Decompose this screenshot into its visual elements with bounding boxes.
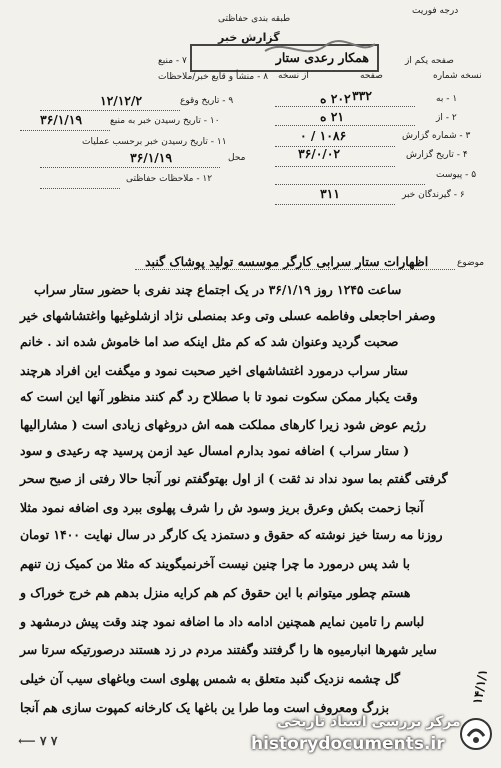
body-line-7: ( ستار سراب ) اضافه نمود بدارم امسال عید ازمن پرسید چه رعیدی و سود: [20, 443, 410, 458]
left-label-9: ۹ - تاریخ وقوع: [180, 96, 234, 106]
left-value-9: ۱۲/۱۲/۲: [100, 93, 143, 108]
divider: [40, 110, 180, 111]
origin-label: ۸ - منشأ و قایع خبر/ملاحظات: [158, 72, 269, 82]
watermark-line2: historydocuments.ir: [251, 734, 445, 754]
left-label-12: ۱۲ - ملاحظات حفاظتی: [126, 174, 213, 184]
field-top-value: ۳۳۲: [352, 88, 372, 103]
field-label-5: ۵ - پیوست: [436, 170, 477, 180]
body-line-5: وقت یکبار ممکن سکوت نمود تا با صطلاح رد گم کنند منظور آنها این است که: [20, 389, 418, 404]
body-line-8: گرفتی گفتم بما سود نداد ند ثقت ) از اول بهتوگفتم نور آنجا حالا رفتی از صبح سحر: [20, 471, 448, 486]
copy-number-label: نسخه شماره: [433, 71, 482, 81]
field-label-4: ۴ - تاریخ گزارش: [406, 150, 468, 160]
divider: [275, 166, 395, 167]
field-label-3: ۳ - شماره گزارش: [402, 131, 471, 141]
field-label-1: ۱ - به: [436, 94, 458, 104]
left-value-place: ۳۶/۱/۱۹: [130, 150, 173, 165]
body-line-16: بزرگ ومعروف است وما طرا ین باغها یک کارخانه کمپوت سازی هم آنجا: [20, 700, 390, 715]
body-line-2: وصفر احاجعلی وفاطمه عسلی وتی وعد بمنصلی نژاد ازشلوغیها واغتشاشهای خیر: [20, 308, 436, 323]
watermark: [241, 698, 501, 768]
divider: [275, 106, 415, 107]
stamp-text: همکار رعدی ستار: [275, 50, 369, 65]
watermark-line1: مرکز بررسی اسناد تاریخی: [277, 714, 461, 730]
divider: [20, 130, 110, 131]
report-title: گزارش خبر: [218, 31, 280, 44]
field-label-2: ۲ - از: [436, 113, 457, 123]
body-line-9: آنجا زحمت بکش وعرق بریز وسود ش را شرف پهلوی ببرد وی اضافه نمود مثلا: [20, 500, 424, 515]
page-label: صفحه یکم از: [405, 56, 454, 66]
body-line-11: با شد پس درمورد ما چرا چنین نیست آخرنمیگویند که مثلا من کمیک زن تنهم: [20, 556, 410, 571]
field-value-2: ۲۱ ه: [320, 109, 344, 124]
archive-logo-icon: [458, 716, 494, 752]
field-value-1: ۲۰۲ ه: [320, 91, 351, 106]
field-value-3: ۱۰۸۶ / ۰: [300, 128, 347, 143]
divider: [275, 204, 395, 205]
body-line-12: هستم چطور میتوانم با این حقوق کم هم کرایه منزل بدهم هم خرج خوراک و: [20, 585, 411, 600]
subject-text: اظهارات ستار سرابی کارگر موسسه تولید پوشاک گنبد: [145, 254, 429, 269]
divider: [135, 269, 455, 270]
divider: [275, 184, 425, 185]
bottom-left-marks: ⟵ ۷ ۷: [18, 733, 58, 748]
divider: [40, 188, 120, 189]
field-label-6: ۶ - گیرندگان خبر: [402, 190, 465, 200]
priority-label: درجه فوریت: [412, 6, 459, 16]
left-value-10: ۳۶/۱/۱۹: [40, 112, 83, 127]
margin-note: ۱۴/۱/۱: [469, 667, 491, 706]
left-label-10: ۱۰ - تاریخ رسیدن خبر به منبع: [110, 116, 220, 126]
divider: [40, 167, 220, 168]
body-line-14: سایر شهرها انبارمیوه ها را گرفتند وگفتند مردم در زد هستند درصورتیکه سرتا سر: [20, 642, 437, 657]
body-line-3: صحبت گردید وعنوان شد که کم مثل اینکه صد اما خاموش شده اند . خانم: [20, 334, 399, 349]
left-label-place: محل: [228, 153, 246, 163]
left-label-11: ۱۱ - تاریخ رسیدن خبر برحسب عملیات: [82, 137, 227, 147]
body-line-10: روزنا مه رستا خیز نوشته که حقوق و دستمزد یک کارگر در سال نهایت ۱۴۰۰ تومان: [20, 527, 443, 542]
classification-label: طبقه بندی حفاظتی: [218, 14, 291, 24]
body-line-15: گل چشمه نزدیک گنبد متعلق به شمس پهلوی است وباغهای سیب آن خیلی: [20, 671, 400, 686]
body-line-6: رژیم عوض شود زیرا کارهای مملکت همه اش دروغهای زیادی است ( مشارالیها: [20, 417, 426, 432]
body-line-13: لباسم را تامین نمایم همچنین ادامه داد ما اضافه نمود چند وقت پیش درمشهد و: [20, 614, 425, 629]
field-value-6: ۳۱۱: [320, 186, 340, 201]
body-line-4: ستار سراب درمورد اغتشاشهای اخیر صحبت نمود و میگفت این افراد هرچند: [20, 363, 408, 378]
source-label: ۷ - منبع: [158, 56, 187, 66]
field-value-4: ۳۶/۰/۰۲: [298, 146, 341, 161]
subject-label: موضوع: [457, 258, 485, 268]
scribble-mark: [260, 36, 380, 66]
body-line-1: ساعت ۱۲۴۵ روز ۳۶/۱/۱۹ در یک اجتماع چند نفری با حضور ستار سراب: [34, 282, 402, 297]
of-copy-label: از نسخه: [278, 71, 309, 81]
page2-label: صفحه: [360, 71, 383, 81]
divider: [275, 125, 415, 126]
